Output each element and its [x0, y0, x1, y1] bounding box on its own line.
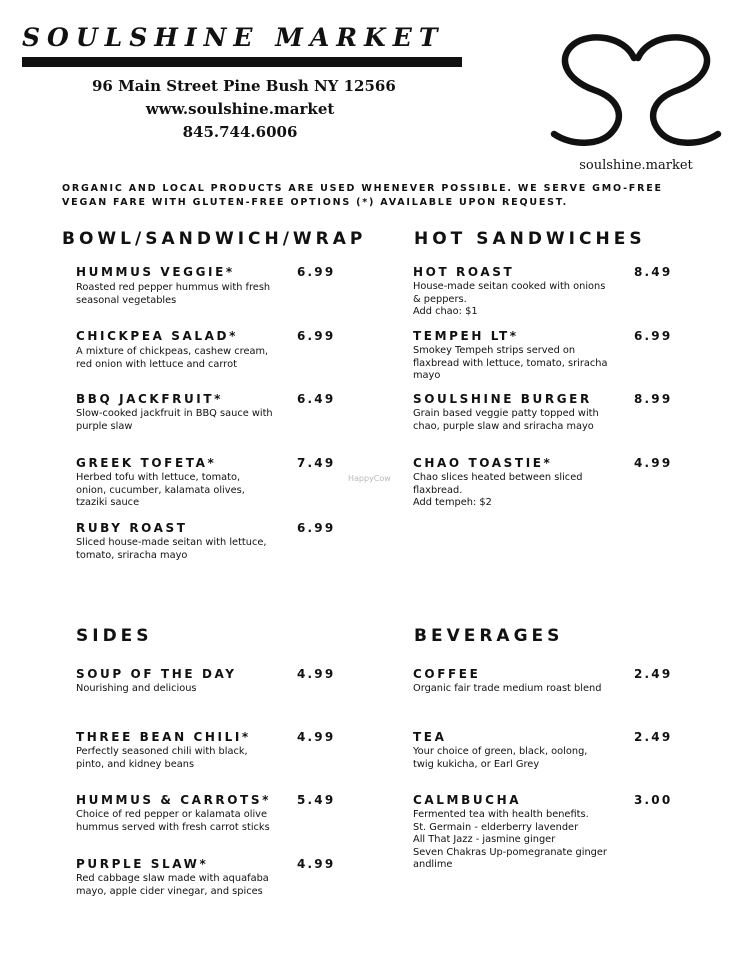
menu-item-name: CHAO TOASTIE* — [413, 456, 553, 470]
menu-item-name: GREEK TOFETA* — [76, 456, 217, 470]
menu-item-name: TEMPEH LT* — [413, 329, 519, 343]
menu-item-description: Herbed tofu with lettuce, tomato, onion, cucumber, kalamata olives, tzaziki sauce — [76, 472, 245, 509]
menu-item-name: HUMMUS & CARROTS* — [76, 793, 271, 807]
menu-item-description: Roasted red pepper hummus with fresh seasonal vegetables — [76, 282, 271, 306]
menu-item-price: 4.99 — [634, 456, 673, 470]
menu-item-name: CALMBUCHA — [413, 793, 522, 807]
menu-item-price: 6.99 — [297, 521, 336, 535]
menu-item-description: Smokey Tempeh strips served on flaxbread with lettuce, tomato, sriracha mayo — [413, 345, 608, 382]
menu-item-name: THREE BEAN CHILI* — [76, 730, 251, 744]
brand-underline-bar — [22, 57, 462, 67]
menu-item-description: Fermented tea with health benefits. St. Germain - elderberry lavender All That Jazz - jasmine ginger Seven Chakras Up-pomegranate ginger andlime — [413, 809, 607, 871]
menu-item-price: 8.49 — [634, 265, 673, 279]
menu-item-price: 6.99 — [634, 329, 673, 343]
menu-item-name: HUMMUS VEGGIE* — [76, 265, 235, 279]
menu-item-price: 4.99 — [297, 667, 336, 681]
menu-item-name: CHICKPEA SALAD* — [76, 329, 238, 343]
menu-item-price: 2.49 — [634, 730, 673, 744]
logo-caption: soulshine.market — [579, 158, 693, 173]
menu-item-description: Organic fair trade medium roast blend — [413, 683, 602, 694]
menu-item-description: Sliced house-made seitan with lettuce, tomato, sriracha mayo — [76, 537, 267, 561]
menu-item-price: 2.49 — [634, 667, 673, 681]
menu-item-price: 4.99 — [297, 857, 336, 871]
double-s-heart-logo-icon — [546, 30, 726, 150]
happycow-watermark: HappyCow — [348, 474, 391, 483]
menu-item-name: SOULSHINE BURGER — [413, 392, 592, 406]
menu-item-description: Grain based veggie patty topped with chao, purple slaw and sriracha mayo — [413, 408, 599, 432]
menu-item-price: 8.99 — [634, 392, 673, 406]
menu-item-description: Chao slices heated between sliced flaxbread. Add tempeh: $2 — [413, 472, 583, 509]
brand-title: SOULSHINE MARKET — [22, 23, 445, 52]
menu-item-name: BBQ JACKFRUIT* — [76, 392, 224, 406]
menu-item-description: Red cabbage slaw made with aquafaba mayo, apple cider vinegar, and spices — [76, 873, 269, 897]
menu-item-name: PURPLE SLAW* — [76, 857, 209, 871]
sourcing-notice: ORGANIC AND LOCAL PRODUCTS ARE USED WHENEVER POSSIBLE. WE SERVE GMO-FREE VEGAN FARE WITH GLUTEN-FREE OPTIONS (*) AVAILABLE UPON REQUEST. — [62, 183, 663, 208]
section-title-bowls: BOWL/SANDWICH/WRAP — [62, 229, 367, 249]
menu-item-price: 4.99 — [297, 730, 336, 744]
menu-item-name: COFFEE — [413, 667, 481, 681]
menu-item-description: Choice of red pepper or kalamata olive hummus served with fresh carrot sticks — [76, 809, 270, 833]
menu-item-description: House-made seitan cooked with onions & peppers. Add chao: $1 — [413, 281, 606, 318]
menu-item-description: A mixture of chickpeas, cashew cream, red onion with lettuce and carrot — [76, 346, 269, 370]
menu-item-price: 6.99 — [297, 265, 336, 279]
menu-item-price: 7.49 — [297, 456, 336, 470]
section-title-hot-sandwiches: HOT SANDWICHES — [414, 229, 646, 249]
menu-item-price: 6.49 — [297, 392, 336, 406]
address: 96 Main Street Pine Bush NY 12566 — [92, 77, 396, 95]
menu-item-price: 5.49 — [297, 793, 336, 807]
menu-item-description: Your choice of green, black, oolong, twig kukicha, or Earl Grey — [413, 746, 588, 770]
section-title-beverages: BEVERAGES — [414, 626, 564, 646]
menu-item-name: RUBY ROAST — [76, 521, 188, 535]
menu-item-name: TEA — [413, 730, 447, 744]
menu-item-description: Slow-cooked jackfruit in BBQ sauce with purple slaw — [76, 408, 273, 432]
menu-item-price: 3.00 — [634, 793, 673, 807]
website: www.soulshine.market — [145, 100, 335, 118]
menu-item-name: HOT ROAST — [413, 265, 515, 279]
menu-item-price: 6.99 — [297, 329, 336, 343]
phone-number: 845.744.6006 — [182, 123, 298, 141]
menu-item-description: Perfectly seasoned chili with black, pinto, and kidney beans — [76, 746, 248, 770]
menu-item-name: SOUP OF THE DAY — [76, 667, 237, 681]
section-title-sides: SIDES — [76, 626, 153, 646]
menu-item-description: Nourishing and delicious — [76, 683, 197, 694]
